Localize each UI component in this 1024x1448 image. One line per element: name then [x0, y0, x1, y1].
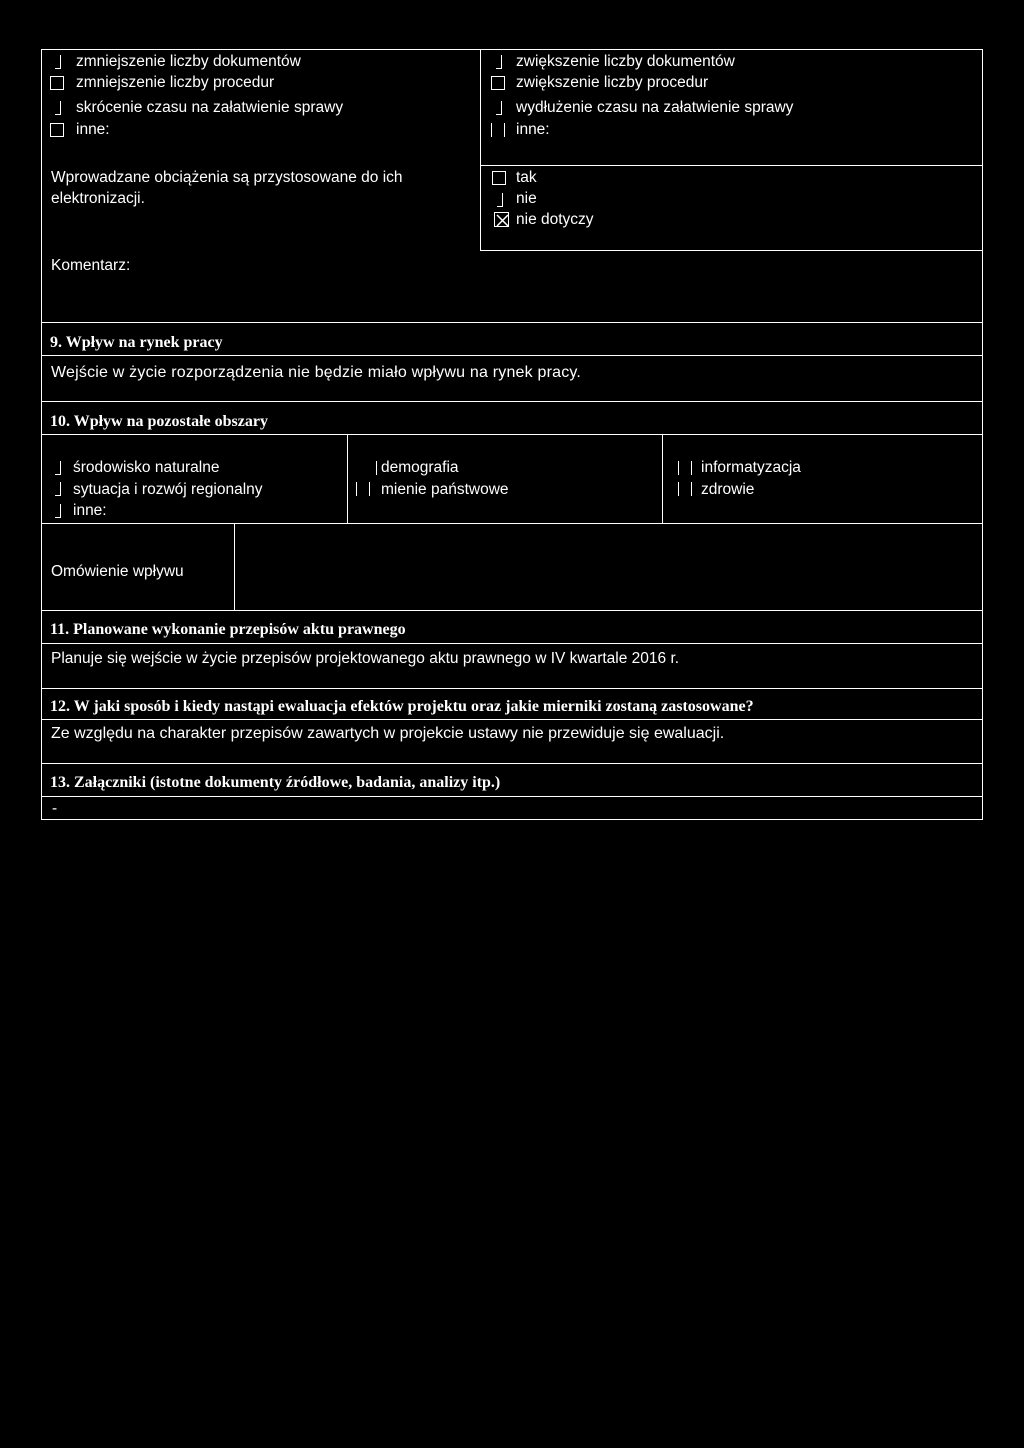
option-label: mienie państwowe — [381, 481, 509, 498]
checkbox[interactable] — [50, 123, 64, 137]
checkbox[interactable] — [55, 55, 61, 69]
option-label: zmniejszenie liczby procedur — [76, 74, 275, 91]
option-label: zwiększenie liczby dokumentów — [516, 53, 735, 70]
option-label: informatyzacja — [701, 459, 801, 476]
section-heading: 11. Planowane wykonanie przepisów aktu prawnego — [50, 621, 406, 638]
row-divider — [480, 250, 983, 251]
row-divider — [41, 688, 983, 689]
electronic-text: elektronizacji. — [51, 190, 145, 207]
checkbox[interactable] — [497, 193, 503, 207]
col-divider — [662, 434, 663, 523]
row-divider — [480, 165, 983, 166]
col-divider — [347, 434, 348, 523]
checkbox[interactable] — [356, 482, 370, 496]
checkbox[interactable] — [55, 461, 61, 475]
section-heading: 12. W jaki sposób i kiedy nastąpi ewaluacja efektów projektu oraz jakie mierniki zostaną zastosowane? — [50, 698, 754, 715]
checkbox[interactable] — [491, 123, 505, 137]
impact-label: Omówienie wpływu — [51, 563, 184, 580]
option-label: inne: — [73, 502, 107, 519]
row-divider — [41, 355, 983, 356]
checkbox[interactable] — [678, 461, 692, 475]
section-body: - — [52, 800, 58, 817]
row-divider — [41, 796, 983, 797]
section8-divider — [480, 49, 481, 251]
checkbox[interactable] — [55, 504, 61, 518]
option-label: inne: — [76, 121, 110, 138]
option-label: inne: — [516, 121, 550, 138]
electronic-text: Wprowadzane obciążenia są przystosowane do ich — [51, 169, 403, 186]
section-body: Planuje się wejście w życie przepisów projektowanego aktu prawnego w IV kwartale 2016 r. — [51, 650, 680, 667]
option-label: zmniejszenie liczby dokumentów — [76, 53, 301, 70]
row-divider — [41, 401, 983, 402]
table-border-bottom — [41, 819, 983, 820]
option-label: nie — [516, 190, 537, 207]
row-divider — [41, 434, 983, 435]
row-divider — [41, 523, 983, 524]
option-label: zwiększenie liczby procedur — [516, 74, 709, 91]
checkbox[interactable] — [55, 101, 61, 115]
row-divider — [41, 719, 983, 720]
section-body: Ze względu na charakter przepisów zawartych w projekcie ustawy nie przewiduje się ewaluacji. — [51, 725, 725, 742]
option-label: skrócenie czasu na załatwienie sprawy — [76, 99, 344, 116]
section-body: Wejście w życie rozporządzenia nie będzie miało wpływu na rynek pracy. — [51, 364, 582, 381]
comment-label: Komentarz: — [51, 257, 131, 274]
option-label: wydłużenie czasu na załatwienie sprawy — [516, 99, 794, 116]
row-divider — [41, 643, 983, 644]
checked-checkbox[interactable] — [494, 212, 509, 227]
option-label: demografia — [381, 459, 459, 476]
checkbox[interactable] — [678, 482, 692, 496]
checkbox[interactable] — [491, 76, 505, 90]
section-heading: 13. Załączniki (istotne dokumenty źródłowe, badania, analizy itp.) — [50, 774, 501, 791]
option-label: sytuacja i rozwój regionalny — [73, 481, 263, 498]
table-border-top — [41, 49, 983, 50]
row-divider — [41, 610, 983, 611]
section-heading: 10. Wpływ na pozostałe obszary — [50, 413, 268, 430]
option-label: nie dotyczy — [516, 211, 594, 228]
option-label: środowisko naturalne — [73, 459, 220, 476]
row-divider — [41, 322, 983, 323]
option-label: tak — [516, 169, 537, 186]
checkbox[interactable] — [496, 101, 502, 115]
row-divider — [41, 763, 983, 764]
checkbox[interactable] — [496, 55, 502, 69]
checkbox[interactable] — [50, 76, 64, 90]
checkbox[interactable] — [55, 482, 61, 496]
checkbox[interactable] — [492, 171, 506, 185]
col-divider — [234, 523, 235, 610]
section-heading: 9. Wpływ na rynek pracy — [50, 334, 223, 351]
checkbox[interactable] — [363, 461, 377, 475]
check-x-icon — [495, 213, 510, 228]
option-label: zdrowie — [701, 481, 755, 498]
